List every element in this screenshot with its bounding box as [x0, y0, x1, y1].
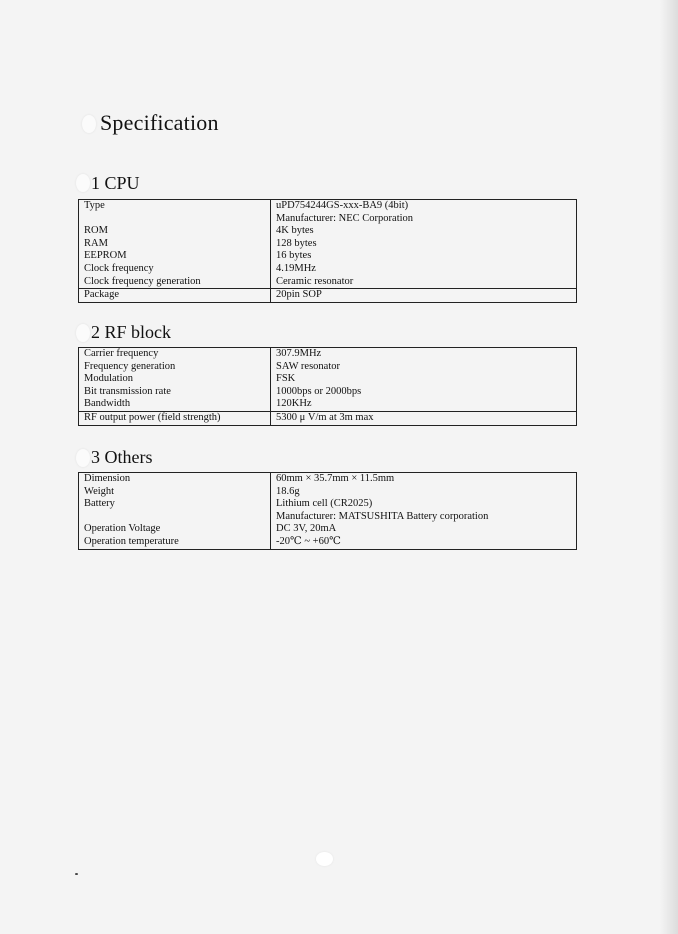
- spec-label: Operation temperature: [79, 536, 271, 549]
- spec-value: 5300 μ V/m at 3m max: [271, 411, 577, 425]
- spec-label: ROM: [79, 225, 271, 238]
- table-row: [79, 398, 577, 411]
- table-row: [79, 225, 577, 238]
- table-row: [79, 536, 577, 549]
- spec-value: 1000bps or 2000bps: [271, 386, 577, 399]
- spec-value: 18.6g: [271, 486, 577, 499]
- table-row: [79, 276, 577, 289]
- spec-label: Package: [79, 289, 271, 303]
- spec-label: [79, 213, 271, 226]
- section-bullet: [76, 174, 90, 192]
- table-row: [79, 373, 577, 386]
- rf-spec-table: [78, 347, 577, 426]
- cpu-spec-table: [78, 199, 577, 303]
- section-heading-others: 3 Others: [91, 447, 153, 467]
- spec-value: 16 bytes: [271, 250, 577, 263]
- section-heading-cpu: 1 CPU: [91, 173, 140, 193]
- spec-value: Manufacturer: NEC Corporation: [271, 213, 577, 226]
- spec-value: SAW resonator: [271, 361, 577, 374]
- spec-label: Bit transmission rate: [79, 386, 271, 399]
- spec-value: 4K bytes: [271, 225, 577, 238]
- scan-speck: [75, 873, 78, 875]
- spec-label: Clock frequency: [79, 263, 271, 276]
- table-row: [79, 289, 577, 303]
- table-row: [79, 213, 577, 226]
- table-row: [79, 200, 577, 213]
- section-bullet: [76, 324, 90, 342]
- table-row: [79, 361, 577, 374]
- spec-value: 120KHz: [271, 398, 577, 411]
- section-bullet: [76, 449, 90, 467]
- spec-label: Clock frequency generation: [79, 276, 271, 289]
- table-row: [79, 511, 577, 524]
- spec-value: 128 bytes: [271, 238, 577, 251]
- scan-hole-mark: [316, 852, 333, 866]
- spec-label: Frequency generation: [79, 361, 271, 374]
- spec-value: Ceramic resonator: [271, 276, 577, 289]
- spec-value: uPD754244GS-xxx-BA9 (4bit): [271, 200, 577, 213]
- spec-value: FSK: [271, 373, 577, 386]
- spec-label: Operation Voltage: [79, 523, 271, 536]
- table-row: [79, 523, 577, 536]
- table-row: [79, 473, 577, 486]
- table-row: [79, 498, 577, 511]
- spec-value: 20pin SOP: [271, 289, 577, 303]
- spec-label: Bandwidth: [79, 398, 271, 411]
- spec-value: Manufacturer: MATSUSHITA Battery corporation: [271, 511, 577, 524]
- spec-value: DC 3V, 20mA: [271, 523, 577, 536]
- page-title: Specification: [100, 110, 219, 135]
- spec-label: Type: [79, 200, 271, 213]
- table-row: [79, 348, 577, 361]
- spec-label: Battery: [79, 498, 271, 511]
- spec-value: 60mm × 35.7mm × 11.5mm: [271, 473, 577, 486]
- scan-page-edge: [660, 0, 678, 934]
- spec-label: Modulation: [79, 373, 271, 386]
- spec-value: 307.9MHz: [271, 348, 577, 361]
- spec-value: Lithium cell (CR2025): [271, 498, 577, 511]
- spec-value: -20℃ ~ +60℃: [271, 536, 577, 549]
- section-heading-rf: 2 RF block: [91, 322, 172, 342]
- spec-label: RAM: [79, 238, 271, 251]
- spec-label: EEPROM: [79, 250, 271, 263]
- others-spec-table: [78, 472, 577, 550]
- table-row: [79, 263, 577, 276]
- spec-label: RF output power (field strength): [79, 411, 271, 425]
- table-row: [79, 411, 577, 425]
- table-row: [79, 250, 577, 263]
- table-row: [79, 238, 577, 251]
- spec-label: Carrier frequency: [79, 348, 271, 361]
- spec-label: Weight: [79, 486, 271, 499]
- spec-value: 4.19MHz: [271, 263, 577, 276]
- table-row: [79, 486, 577, 499]
- title-bullet: [82, 115, 96, 133]
- table-row: [79, 386, 577, 399]
- spec-label: Dimension: [79, 473, 271, 486]
- spec-label: [79, 511, 271, 524]
